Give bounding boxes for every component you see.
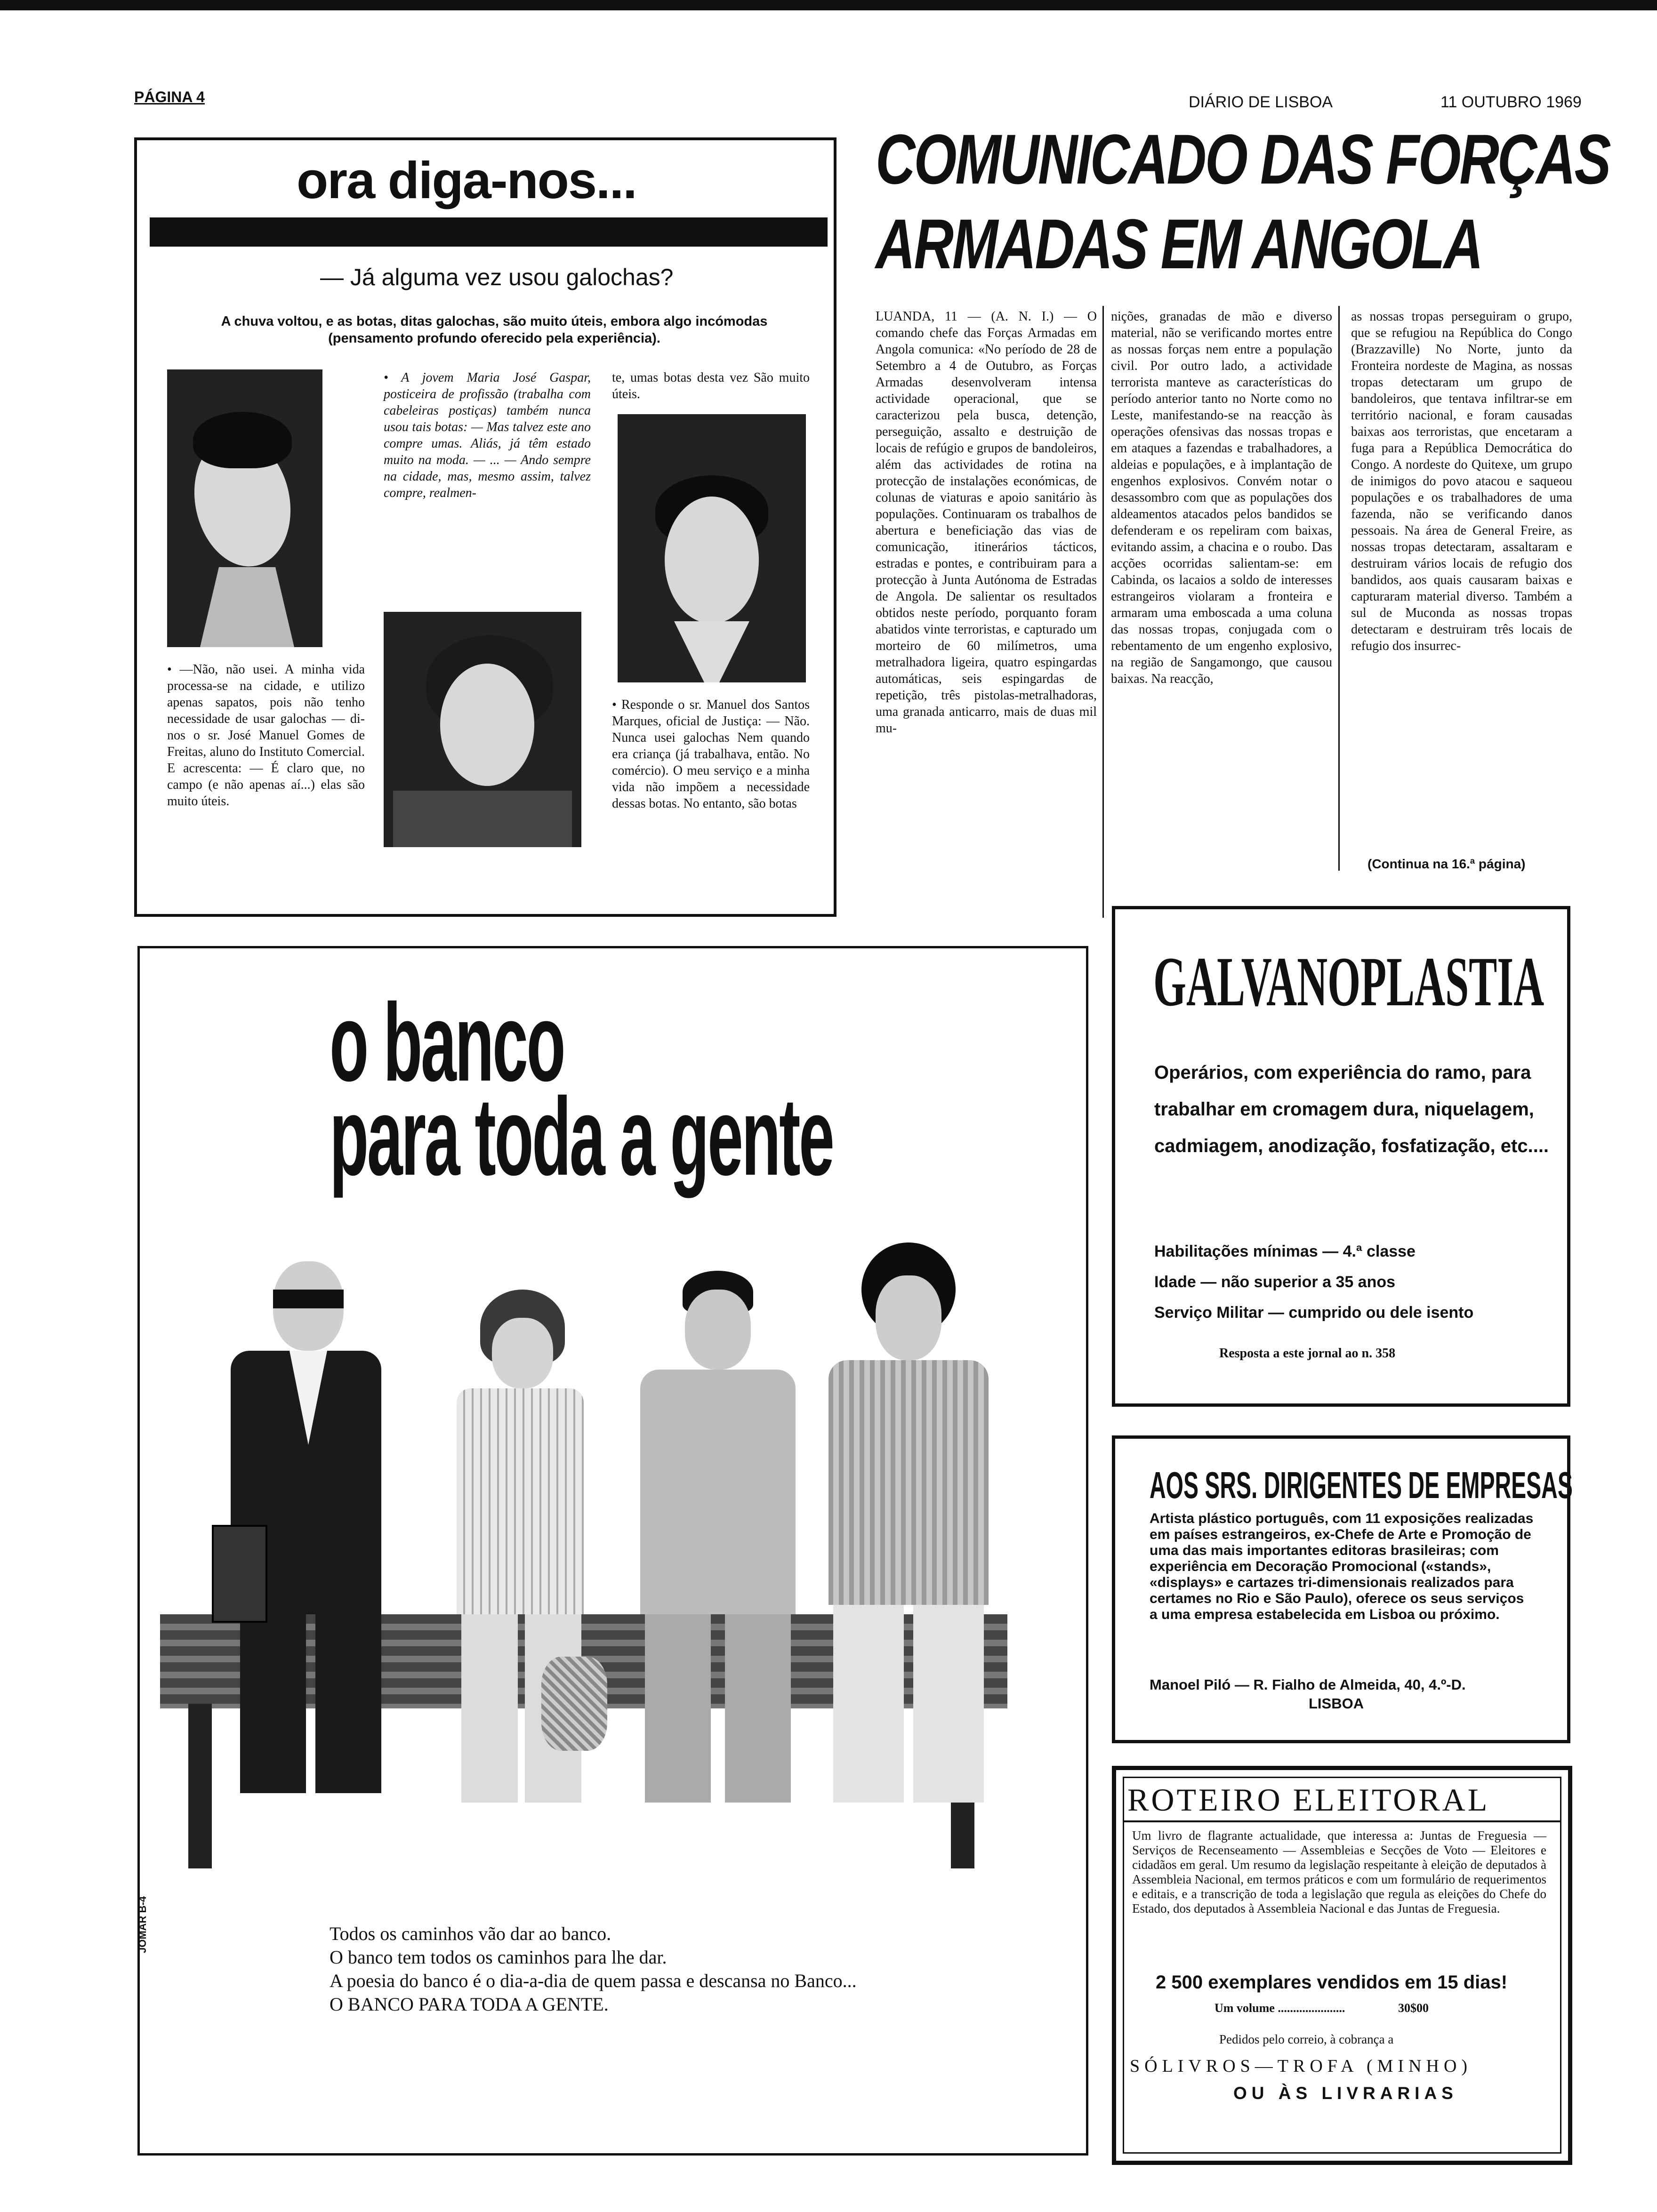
ora-diga-col2: • A jovem Maria José Gaspar, posticeira de profissão (trabalha com cabeleiras postiças) também nunca usou tais botas: — Mas talvez este ano compre umas. Aliás, já têm estado muito na moda. — ... — Ando sempre na cidade, mas, mesmo assim, talvez compre, realmen- [384,370,591,500]
ora-diga-intro: A chuva voltou, e as botas, ditas galochas, são muito úteis, embora algo incómodas (pensamento profundo oferecido pela experiência). [221,314,768,346]
banco-line-1: Todos os caminhos vão dar ao banco. [330,1923,611,1944]
galvanoplastia-req-2: Idade — não superior a 35 anos [1154,1273,1396,1291]
roteiro-price-label: Um volume ...................... [1215,2001,1345,2015]
ora-diga-col3-bottom: • Responde o sr. Manuel dos Santos Marques, oficial de Justiça: — Não. Nunca usei galochas Nem quando era criança (já trabalhava, então. No comércio). O meu serviço e a minha vida não impõem a necessidade dessas botas. No entanto, são botas [612,697,810,811]
banco-line-4: O BANCO PARA TODA A GENTE. [330,1994,609,2015]
roteiro-bookshops: OU ÀS LIVRARIAS [1233,2084,1458,2103]
galvanoplastia-req-3: Serviço Militar — cumprido ou dele isento [1154,1304,1474,1322]
banco-headline-2: para toda a gente [330,1074,833,1198]
banco-line-2: O banco tem todos os caminhos para lhe dar. [330,1947,667,1968]
comunicado-col2: nições, granadas de mão e diverso material, não se verificando mortes entre as nossas forças nem entre a população civil. Por outro lado, a actividade terrorista manteve as características do período anterior tanto no Norte como no Leste, manifestando-se na reacção às operações ofensivas das nossas tropas e em ataques a fazendas e trabalhadores, a aldeias e populações, e à implantação de engenhos explosivos. Convém notar o desassombro com que as populações dos aldeamentos atacados pelos bandidos se defenderam e os repeliram com baixas, evitando assim, a chacina e o roubo. Das acções ocorridas salientam-se: em Cabinda, os lacaios a soldo de interesses estrangeiros violaram a fronteira e armaram uma emboscada a uma coluna das nossas tropas, conjugada com o rebentamento de um engenho explosivo, na região de Sangamongo, que causou baixas. Na reacção, [1111,309,1332,686]
roteiro-price: 30$00 [1398,2001,1429,2015]
roteiro-body: Um livro de flagrante actualidade, que interessa a: Juntas de Freguesia — Serviços de Recenseamento — Assembleias e Secções de Voto — Eleitores e cidadãos em geral. Um resumo da legislação respeitante à eleição de deputados à Assembleia Nacional, em termos práticos e com um formulário de requerimentos e editais, e a transcrição de toda a legislação que regula as eleições do Chefe do Estado, dos deputados à Assembleia Nacional e das Juntas de Freguesia. [1132,1828,1546,1915]
person-young-man [631,1271,800,1803]
photo-manuel-santos [618,414,806,682]
ora-diga-col3-top: te, umas botas desta vez São muito úteis. [612,370,810,401]
galvanoplastia-title: GALVANOPLASTIA [1153,943,1544,1021]
roteiro-orders: Pedidos pelo correio, à cobrança a [1219,2032,1394,2046]
person-long-hair-man [819,1242,998,1803]
ora-diga-bar [150,217,828,247]
photo-shirt [674,621,749,682]
issue-date: 11 OUTUBRO 1969 [1440,93,1582,111]
ora-diga-col1: • —Não, não usei. A minha vida processa-se na cidade, e utilizo apenas sapatos, pois não tenho necessidade de usar galochas — di-nos o sr. José Manuel Gomes de Freitas, aluno do Instituto Comercial. E acrescenta: — É claro que, no campo (e não apenas aí...) elas são muito úteis. [167,662,365,809]
column-rule [1102,306,1104,918]
dirigentes-contact-2: LISBOA [1309,1695,1364,1712]
dirigentes-title: AOS SRS. DIRIGENTES DE EMPRESAS [1150,1464,1573,1506]
ora-diga-logo [297,151,636,210]
roteiro-copies: 2 500 exemplares vendidos em 15 dias! [1156,1972,1508,1993]
photo-face [665,497,759,624]
galvanoplastia-body: Operários, com experiência do ramo, para trabalhar em cromagem dura, niquelagem, cadmiagem, anodização, fosfatização, etc.... [1154,1062,1549,1156]
photo-hair [193,412,292,468]
comunicado-headline-1: COMUNICADO DAS FORÇAS [876,120,1610,199]
comunicado-continua: (Continua na 16.ª página) [1367,857,1526,871]
comunicado-col3: as nossas tropas perseguiram o grupo, que se refugiou na República do Congo (Brazzaville) No Norte, junto da Fronteira nordeste de Magina, as nossas tropas detectaram um grupo de bandoleiros, que tentava infiltrar-se em território nacional, e foram causadas baixas aos terroristas, que encetaram a fuga para a República Democrática do Congo. A nordeste do Quitexe, um grupo de inimigos do povo atacou e saqueou populações e os trabalhadores de uma fazenda, não se verificando danos pessoais. Na área de General Freire, as nossas tropas detectaram, assaltaram e destruiram vários locais de refugio dos bandidos, aos quais causaram baixas e capturaram material diverso. Também a sul de Muconda as nossas tropas detectaram e destruiram três locais de refugio dos insurrec- [1351,309,1572,653]
newspaper-name: DIÁRIO DE LISBOA [1189,93,1333,111]
ora-diga-logo-text: ora diga-nos... [297,152,636,209]
dirigentes-body: Artista plástico português, com 11 exposições realizadas em países estrangeiros, ex-Chefe de Arte e Promoção de uma das mais importantes editoras brasileiras; com experiência em Decoração Promocional («stands», «displays» e cartazes tri-dimensionais realizados para certames no Rio e São Paulo), oferece os seus serviços a uma empresa estabelecida em Lisboa ou próximo. [1150,1511,1534,1622]
comunicado-col1: LUANDA, 11 — (A. N. I.) — O comando chefe das Forças Armadas em Angola comunica: «No período de 28 de Setembro a 4 de Outubro, as Forças Armadas desenvolveram intensa actividade operacional, que se caracterizou pela busca, detenção, perseguição, assalto e destruição de locais de refúgio e grupos de bandoleiros, além das actividades de rotina na protecção de instalações económicas, de colunas de viaturas e apoio sanitário às populações. Continuaram os trabalhos de abertura e beneficiação das vias de comunicação, itinerários tácticos, estradas e pontes, e contribuiram para a protecção à Junta Autónoma de Estradas de Angola. De salientar os resultados obtidos neste período, porquanto foram abatidos vinte terroristas, e capturado um morteiro de 60 milímetros, uma metralhadora ligeira, quatro espingardas automáticas, seis espingardas de repetição, três pistolas-metralhadoras, uma granada anticarro, mais de duas mil mu- [876,309,1097,736]
photo-jose-manuel [167,369,322,647]
roteiro-title-rule [1123,1820,1560,1822]
page-label: PÁGINA 4 [134,88,205,105]
ora-diga-question: — Já alguma vez usou galochas? [320,264,674,290]
dirigentes-contact-1: Manoel Piló — R. Fialho de Almeida, 40, 4.º-D. [1150,1676,1466,1693]
roteiro-title: ROTEIRO ELEITORAL [1127,1782,1490,1818]
banco-headline-1: o banco [330,980,564,1104]
agency-mark: JOMAR B-4 [137,1896,148,1953]
top-border [0,0,1657,10]
galvanoplastia-req-1: Habilitações mínimas — 4.ª classe [1154,1242,1416,1260]
person-man-suit [212,1261,391,1803]
bench-leg [188,1704,212,1868]
photo-face [440,664,534,786]
column-rule [1338,306,1340,871]
roteiro-publisher: SÓLIVROS—TROFA (MINHO) [1130,2056,1472,2076]
photo-maria-jose [384,612,581,847]
person-woman [442,1290,593,1803]
bench-photo [160,1242,1007,1868]
photo-collar [200,567,294,647]
comunicado-headline-2: ARMADAS EM ANGOLA [876,204,1482,283]
galvanoplastia-reply: Resposta a este jornal ao n. 358 [1219,1346,1396,1361]
banco-line-3: A poesia do banco é o dia-a-dia de quem passa e descansa no Banco... [330,1970,857,1991]
photo-shoulders [393,791,572,847]
